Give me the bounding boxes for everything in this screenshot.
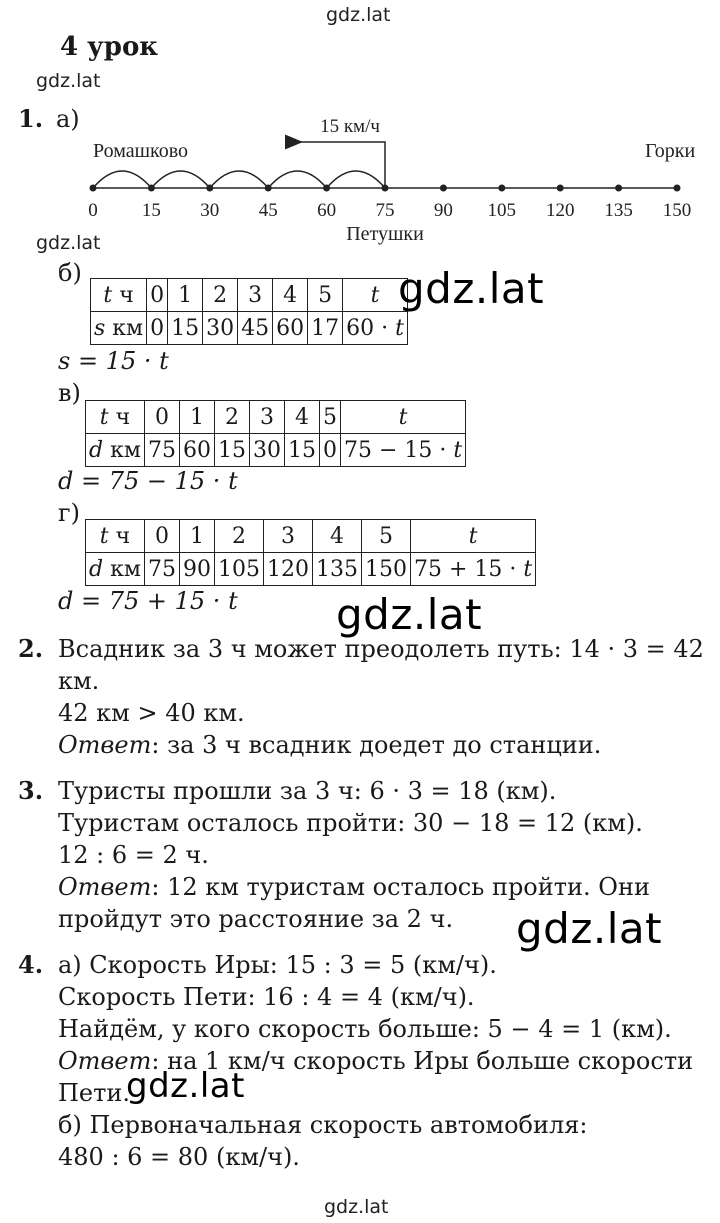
tick-label: 15 [141,200,161,221]
table-cell: 75 + 15 · t [410,553,535,586]
answer-label: Ответ [58,1047,152,1075]
row-header-cell: d км [86,553,145,586]
row-header-cell: t ч [86,401,145,434]
table-cell: 0 [147,312,168,345]
tick-dot [265,185,272,192]
jump-arc [151,171,209,188]
table-row [86,553,536,586]
tick-dot [674,185,681,192]
lesson-title: 4 урок [60,32,159,62]
table-cell: t [340,401,465,434]
answer-label: Ответ [58,731,152,759]
table-cell: 90 [179,553,214,586]
jump-arc [210,171,268,188]
answer-text: : на 1 км/ч скорость Иры больше скорости [151,1047,694,1075]
table-cell: 0 [144,401,179,434]
formula: d = 75 + 15 · t [58,587,238,615]
answer-line [58,730,601,761]
table-row [86,401,466,434]
table-cell: 4 [312,520,361,553]
middle-town-label: Петушки [346,223,424,245]
table-cell: 2 [214,401,249,434]
tick-dot [440,185,447,192]
table-row [86,520,536,553]
tick-label: 75 [375,200,395,221]
table-row [86,434,466,467]
task-number: 3. [18,776,44,805]
answer-line [58,872,650,903]
table-cell: 4 [284,401,319,434]
tick-label: 120 [545,200,575,221]
table-cell: 0 [144,520,179,553]
task-number: 2. [18,634,44,663]
watermark: gdz.lat [516,904,663,953]
tick-label: 30 [200,200,220,221]
tick-label: 60 [317,200,337,221]
answer-text: : 12 км туристам осталось пройти. Они [151,873,650,901]
tick-dot [323,185,330,192]
jump-arc [93,171,151,188]
answer-label: Ответ [58,873,152,901]
table-cell: 1 [168,279,203,312]
task-number: 4. [18,950,44,979]
tick-dot [615,185,622,192]
table-cell: 5 [361,520,410,553]
table-cell: 3 [263,520,312,553]
table-cell: 3 [238,279,273,312]
answer-text: : за 3 ч всадник доедет до станции. [151,731,602,759]
part-label: г) [58,499,80,527]
table-cell: 60 · t [343,312,408,345]
tick-dot [90,185,97,192]
part-label: в) [58,379,81,407]
table-cell: 15 [168,312,203,345]
tick-label: 0 [88,200,98,221]
table-cell: 30 [203,312,238,345]
text-line: км. [58,667,100,695]
table-cell: 105 [214,553,263,586]
number-line [0,100,720,250]
text-line: Пети. [58,1079,131,1107]
table-cell: 75 [144,434,179,467]
watermark: gdz.lat [36,70,101,92]
watermark-top: gdz.lat [326,4,391,26]
tick-dot [557,185,564,192]
table-cell: 2 [214,520,263,553]
tick-dot [148,185,155,192]
table-c [85,400,466,467]
row-header-cell: t ч [91,279,147,312]
table-cell: 150 [361,553,410,586]
table-cell: 4 [273,279,308,312]
text-line: Туристы прошли за 3 ч: 6 · 3 = 18 (км). [58,777,557,805]
table-cell: 5 [308,279,343,312]
task-number: 1. [18,104,44,133]
watermark: gdz.lat [398,264,545,313]
text-line: Всадник за 3 ч может преодолеть путь: 14 · 3 = 42 [58,635,704,663]
table-row [91,279,408,312]
watermark: gdz.lat [126,1066,245,1106]
right-town-label: Горки [645,140,696,162]
table-cell: 3 [249,401,284,434]
formula: s = 15 · t [58,347,169,375]
table-b [90,278,408,345]
table-cell: 0 [147,279,168,312]
text-line: 12 : 6 = 2 ч. [58,841,209,869]
table-cell: 15 [284,434,319,467]
table-cell: 75 − 15 · t [340,434,465,467]
table-cell: t [410,520,535,553]
text-line: пройдут это расстояние за 2 ч. [58,905,454,933]
tick-label: 90 [433,200,453,221]
jump-arc [268,171,326,188]
table-cell: 120 [263,553,312,586]
table-cell: 15 [214,434,249,467]
table-d [85,519,536,586]
text-line: Скорость Пети: 16 : 4 = 4 (км/ч). [58,983,475,1011]
text-line: б) Первоначальная скорость автомобиля: [58,1111,588,1139]
tick-dot [498,185,505,192]
table-cell: 2 [203,279,238,312]
table-cell: 45 [238,312,273,345]
text-line: а) Скорость Иры: 15 : 3 = 5 (км/ч). [58,951,497,979]
part-label: а) [56,105,80,133]
table-cell: 135 [312,553,361,586]
jump-arc [327,171,385,188]
text-line: 42 км > 40 км. [58,699,245,727]
watermark: gdz.lat [336,590,483,639]
tick-label: 105 [487,200,517,221]
table-cell: 17 [308,312,343,345]
text-line: Найдём, у кого скорость больше: 5 − 4 = 1 (км). [58,1015,672,1043]
tick-label: 135 [604,200,633,221]
table-cell: 60 [179,434,214,467]
table-cell: 1 [179,520,214,553]
tick-label: 150 [662,200,692,221]
row-header-cell: t ч [86,520,145,553]
left-town-label: Ромашково [93,140,189,162]
tick-label: 45 [258,200,278,221]
watermark: gdz.lat [36,232,101,254]
table-cell: 5 [319,401,340,434]
table-cell: 1 [179,401,214,434]
table-cell: 60 [273,312,308,345]
table-cell: t [343,279,408,312]
tick-dot [206,185,213,192]
row-header-cell: d км [86,434,145,467]
formula: d = 75 − 15 · t [58,467,238,495]
row-header-cell: s км [91,312,147,345]
text-line: Туристам осталось пройти: 30 − 18 = 12 (км). [58,809,643,837]
table-row [91,312,408,345]
table-cell: 30 [249,434,284,467]
watermark-bottom: gdz.lat [324,1196,389,1218]
table-cell: 75 [144,553,179,586]
part-label: б) [58,259,82,287]
table-cell: 0 [319,434,340,467]
text-line: 480 : 6 = 80 (км/ч). [58,1143,300,1171]
speed-label: 15 км/ч [320,116,380,137]
